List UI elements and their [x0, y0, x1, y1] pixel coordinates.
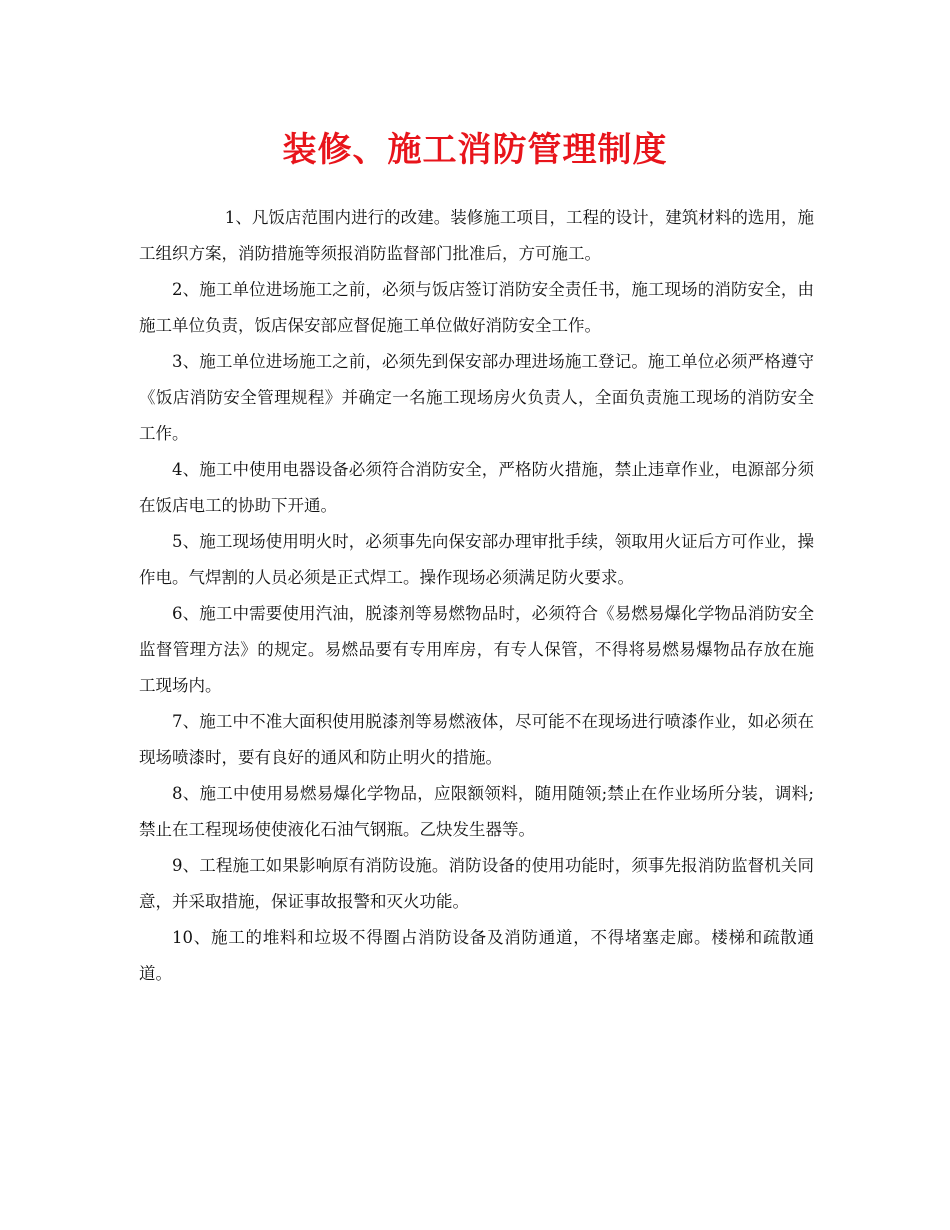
document-title: 装修、施工消防管理制度: [282, 130, 668, 170]
paragraph-1: 1、凡饭店范围内进行的改建。装修施工项目，工程的设计，建筑材料的选用，施工组织方案，消防措施等须报消防监督部门批准后，方可施工。: [139, 208, 814, 263]
paragraph-7: 7、施工中不准大面积使用脱漆剂等易燃液体，尽可能不在现场进行喷漆作业，如必须在现场喷漆时，要有良好的通风和防止明火的措施。: [139, 712, 814, 767]
paragraph-3: 3、施工单位进场施工之前，必须先到保安部办理进场施工登记。施工单位必须严格遵守《饭店消防安全管理规程》并确定一名施工现场房火负责人，全面负责施工现场的消防安全工作。: [139, 352, 814, 443]
paragraph-9: 9、工程施工如果影响原有消防设施。消防设备的使用功能时，须事先报消防监督机关同意，并采取措施，保证事故报警和灭火功能。: [139, 856, 814, 911]
document-body: [139, 200, 814, 992]
paragraph-8: 8、施工中使用易燃易爆化学物品，应限额领料，随用随领;禁止在作业场所分装，调料;禁止在工程现场使使液化石油气钢瓶。乙炔发生器等。: [139, 784, 814, 839]
paragraph-6: 6、施工中需要使用汽油，脱漆剂等易燃物品时，必须符合《易燃易爆化学物品消防安全监督管理方法》的规定。易燃品要有专用库房，有专人保管，不得将易燃易爆物品存放在施工现场内。: [139, 604, 814, 695]
paragraph-4: 4、施工中使用电器设备必须符合消防安全，严格防火措施，禁止违章作业，电源部分须在饭店电工的协助下开通。: [139, 460, 814, 515]
paragraph-5: 5、施工现场使用明火时，必须事先向保安部办理审批手续，领取用火证后方可作业，操作电。气焊割的人员必须是正式焊工。操作现场必须满足防火要求。: [139, 532, 814, 587]
paragraph-2: 2、施工单位进场施工之前，必须与饭店签订消防安全责任书，施工现场的消防安全，由施工单位负责，饭店保安部应督促施工单位做好消防安全工作。: [139, 280, 814, 335]
paragraph-10: 10、施工的堆料和垃圾不得圈占消防设备及消防通道，不得堵塞走廊。楼梯和疏散通道。: [139, 928, 814, 983]
